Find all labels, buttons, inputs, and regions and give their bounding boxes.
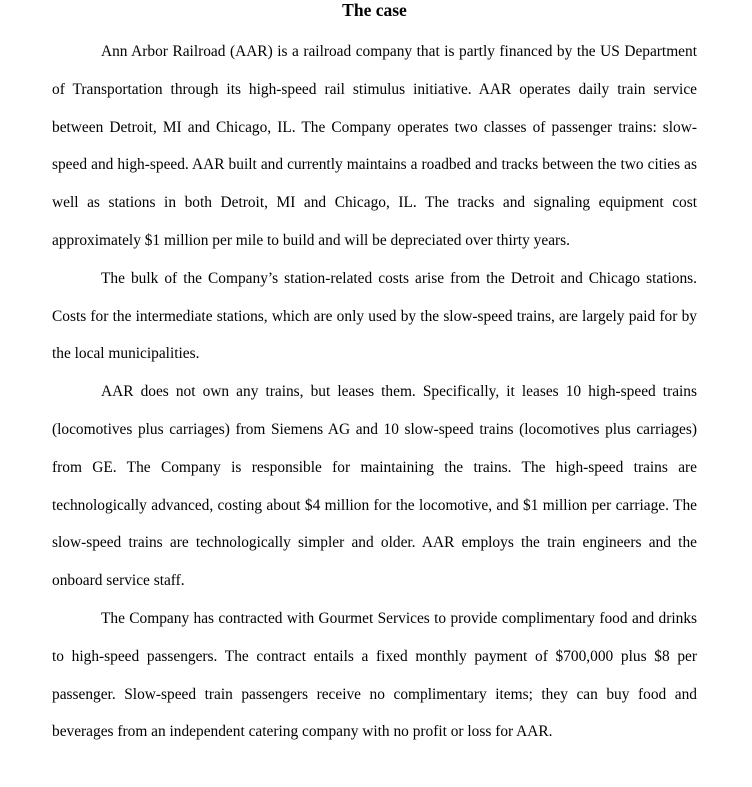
document-body [52,0,697,751]
section-title: The case [342,0,407,20]
paragraph-station-costs: The bulk of the Company’s station-related costs arise from the Detroit and Chicago stations. Costs for the intermediate stations, which are only used by the slow-speed trains, are largely paid for by the local municipalities. [52,269,697,363]
paragraph-catering: The Company has contracted with Gourmet Services to provide complimentary food and drinks to high-speed passengers. The contract entails a fixed monthly payment of $700,000 plus $8 per passenger. Slow-speed train passengers receive no complimentary items; they can buy food and beverages from an independent catering company with no profit or loss for AAR. [52,609,697,741]
paragraph-train-leases: AAR does not own any trains, but leases them. Specifically, it leases 10 high-speed trains (locomotives plus carriages) from Siemens AG and 10 slow-speed trains (locomotives plus carriages) from GE. The Company is responsible for maintaining the trains. The high-speed trains are technologically advanced, costing about $4 million for the locomotive, and $1 million per carriage. The slow-speed trains are technologically simpler and older. AAR employs the train engineers and the onboard service staff. [52,383,697,590]
paragraph-intro: Ann Arbor Railroad (AAR) is a railroad company that is partly financed by the US Department of Transportation through its high-speed rail stimulus initiative. AAR operates daily train service between Detroit, MI and Chicago, IL. The Company operates two classes of passenger trains: slow-speed and high-speed. AAR built and currently maintains a roadbed and tracks between the two cities as well as stations in both Detroit, MI and Chicago, IL. The tracks and signaling equipment cost approximately $1 million per mile to build and will be depreciated over thirty years. [52,43,697,249]
